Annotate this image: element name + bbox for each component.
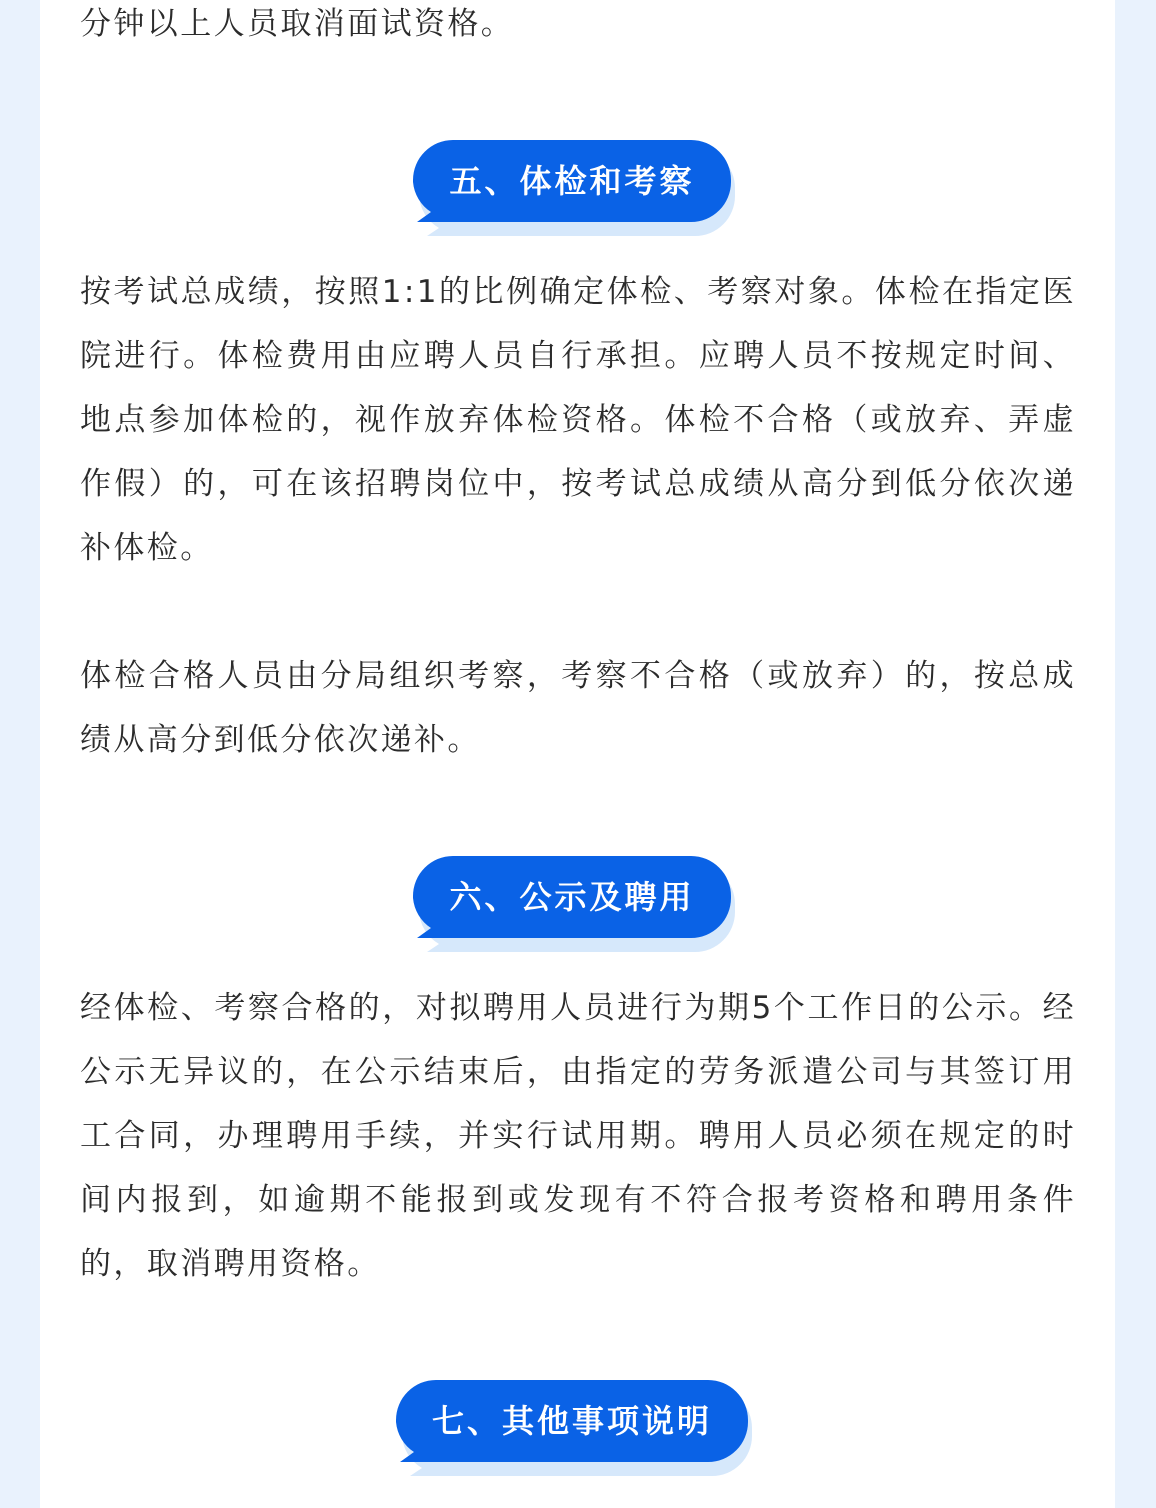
section-heading-other-matters xyxy=(396,1378,760,1478)
section-heading-physical-exam xyxy=(413,138,743,238)
paragraph-exam-selection: 按考试总成绩，按照1:1的比例确定体检、考察对象。体检在指定医院进行。体检费用由应聘人员自行承担。应聘人员不按规定时间、地点参加体检的，视作放弃体检资格。体检不合格（或放弃、弄虚作假）的，可在该招聘岗位中，按考试总成绩从高分到低分依次递补体检。 xyxy=(80,274,1076,566)
section-heading-publicity xyxy=(413,854,743,954)
section-heading-text: 五、体检和考察 xyxy=(449,162,695,200)
section-heading-text: 六、公示及聘用 xyxy=(449,878,695,916)
section-heading-text: 七、其他事项说明 xyxy=(431,1402,712,1440)
paragraph-interview-disqualification: 分钟以上人员取消面试资格。 xyxy=(80,6,515,42)
paragraph-publicity-hiring: 经体检、考察合格的，对拟聘用人员进行为期5个工作日的公示。经公示无异议的，在公示结束后，由指定的劳务派遣公司与其签订用工合同，办理聘用手续，并实行试用期。聘用人员必须在规定的时间内报到，如逾期不能报到或发现有不符合报考资格和聘用条件的，取消聘用资格。 xyxy=(80,990,1076,1282)
paragraph-inspection: 体检合格人员由分局组织考察，考察不合格（或放弃）的，按总成绩从高分到低分依次递补。 xyxy=(80,658,1076,758)
